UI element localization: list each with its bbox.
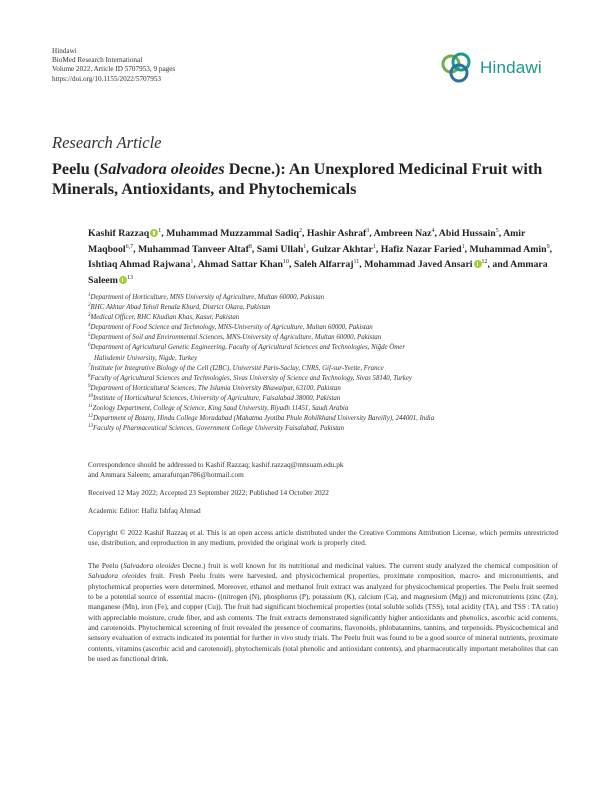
author-name: Mohammad Javed Ansari $^{12}$ (364, 259, 488, 271)
affiliation-continuation: Halisdemir University, Nigde, Turkey (94, 354, 198, 362)
author-name: Muhammad Tanveer Altaf$^8$ (137, 243, 252, 255)
author-name: Gulzar Akhtar$^1$ (311, 243, 376, 255)
correspondence-line-1: Correspondence should be addressed to Kashif Razzaq; kashif.razzaq@mnsuam.edu.pk (88, 460, 344, 469)
affiliation-item: $^{13}$Faculty of Pharmaceutical Sciences, Government College University Faisalabad, Pakistan (88, 424, 345, 433)
affiliation-item: $^{10}$Institute of Horticultural Sciences, University of Agriculture, Faisalabad 38000, Pakistan (88, 393, 341, 402)
orcid-icon[interactable] (119, 276, 127, 284)
affiliation-item: $^6$Department of Agricultural Genetic Engineering, Faculty of Agricultural Sciences and Technologies, Niğde Ömer (88, 343, 405, 352)
journal-info (52, 47, 175, 84)
publication-dates: Received 12 May 2022; Accepted 23 September 2022; Published 14 October 2022 (88, 488, 329, 497)
author-name: Kashif Razzaq $^1$ (88, 228, 162, 239)
correspondence-line-2: and Ammara Saleem; amarafurqan786@hotmail.com (88, 470, 244, 480)
affiliation-item: $^{11}$Zoology Department, College of Science, King Saud University, Riyadh 11451, Saudi Arabia (88, 404, 349, 413)
affiliation-item: $^2$RHC Akhtar Abad Tehsil Renala Khurd, District Okara, Pakistan (88, 303, 271, 312)
author-name: Amir Maqbool$^{6,7}$ (88, 228, 526, 255)
hindawi-logo[interactable] (440, 48, 552, 88)
article-type: Research Article (52, 133, 162, 152)
author-name: Abid Hussain$^5$ (438, 228, 499, 239)
hindawi-logo-icon (440, 51, 474, 85)
author-name: Hafiz Nazar Faried$^1$ (380, 243, 465, 255)
affiliation-item: $^7$Institute for Integrative Biology of the Cell (I2BC), Université Paris-Saclay, CNRS, Gif-sur-Yvette, France (88, 363, 384, 372)
author-name: Hashir Ashraf$^3$ (306, 228, 370, 239)
affiliation-item: $^5$Department of Soil and Environmental Sciences, MNS-University of Agriculture, Multan 60000, Pakistan (88, 333, 382, 342)
hindawi-logo-text: Hindawi (480, 58, 542, 77)
author-name: Muhammad Muzzammal Sadiq$^2$ (166, 228, 302, 239)
volume-line: Volume 2022, Article ID 5707953, 9 pages (52, 65, 176, 74)
author-name: Sami Ullah$^1$ (256, 243, 307, 255)
author-name: Ahmad Sattar Khan$^{10}$ (197, 259, 290, 271)
abstract: The Peelu (Salvadora oleoides Decne.) fruit is well known for its nutritional and medicinal values. The current study analyzed the chemical composition of Salvadora oleoides fruit. Fresh Peelu fruits were harvested, and physicochemical properties, proximate composition, macro- and micronutrients, and phytochemical properties were determined. Moreover, ethanol and methanol fruit extract was analyzed for physicochemical properties. The Peelu fruit seemed to be a potential source of essential macro- ((nitrogen (N), phosphorus (P), potassium (K), calcium (Ca), and magnesium (Mg)) and micronutrients (zinc (Zn), manganese (Mn), iron (Fe), and copper (Cu)). The fruit had significant biochemical properties (total soluble solids (TSS), total acidity (TA), and TSS : TA ratio) with appreciable moisture, crude fiber, and ash contents. The fruit extracts demonstrated significantly higher antioxidants and phenolics, ascorbic acid contents, and carotenoids. Phytochemical screening of fruit revealed the presence of coumarins, flavonoids, phlobatannins, tannins, and terpenoids. Physicochemical and sensory evaluation of extracts indicated its potential for further in vivo study trials. The Peelu fruit was found to be a good source of mineral nutrients, proximate contents, vitamins (ascorbic acid and carotenoid), phytochemicals (total phenolic and antioxidant contents), and pharmaceutically important metabolites that can be used as functional drink. (88, 561, 558, 664)
correspondence (88, 460, 558, 481)
doi-link[interactable]: https://doi.org/10.1155/2022/5707953 (52, 74, 162, 83)
academic-editor: Academic Editor: Hafiz Ishfaq Ahmad (88, 506, 201, 515)
orcid-icon[interactable] (474, 260, 482, 268)
affiliation-item: $^{12}$Department of Botany, Hindu College Moradabad (Mahatma Jyotiba Phule Rohilkhand University Bareilly), 244001, India (88, 414, 435, 423)
author-list: Kashif Razzaq $^1$, Muhammad Muzzammal Sadiq$^2$, Hashir Ashraf$^3$, Ambreen Naz$^4$, Abid Hussain$^5$, Amir Maqbool$^{6,7}$, Muhammad Tanveer Altaf$^8$, Sami Ullah$^1$, Gulzar Akhtar$^1$, Hafiz Nazar Faried$^1$, Muhammad Amin$^9$, Ishtiaq Ahmad Rajwana$^1$, Ahmad Sattar Khan$^{10}$, Saleh Alfarraj$^{11}$, Mohammad Javed Ansari $^{12}$, and Ammara Saleem $^{13}$ (88, 228, 553, 286)
affiliation-item: $^1$Department of Horticulture, MNS University of Agriculture, Multan 60000, Pakistan (88, 293, 325, 301)
affiliation-item: $^8$Faculty of Agricultural Sciences and Technologies, Sivas University of Science and Technology, Sivas 58140, Turkey (88, 373, 412, 382)
author-name: Ammara Saleem $^{13}$ (88, 259, 548, 286)
copyright-notice: Copyright © 2022 Kashif Razzaq et al. This is an open access article distributed under the Creative Commons Attribution License, which permits unrestricted use, distribution, and reproduction in any medium, provided the original work is properly cited. (88, 528, 558, 548)
affiliation-item: $^9$Department of Horticultural Sciences, The Islamia University Bhawalpur, 63100, Pakistan (88, 383, 341, 392)
author-name: Saleh Alfarraj$^{11}$ (293, 259, 360, 271)
affiliation-item: $^4$Department of Food Science and Technology, MNS-University of Agriculture, Multan 60000, Pakistan (88, 323, 373, 332)
affiliation-list (88, 293, 568, 434)
article-title: Peelu (Salvadora oleoides Decne.): An Unexplored Medicinal Fruit with Minerals, Antioxidants, and Phytochemicals (52, 160, 543, 198)
publisher-name: Hindawi (52, 47, 77, 55)
journal-name: BioMed Research International (52, 56, 143, 65)
author-name: Ambreen Naz$^4$ (373, 228, 435, 239)
author-name: Ishtiaq Ahmad Rajwana$^1$ (88, 259, 194, 271)
affiliation-item: $^3$Medical Officer, RHC Khudian Khas, Kasur, Pakistan (88, 313, 240, 322)
orcid-icon[interactable] (150, 229, 158, 237)
author-name: Muhammad Amin$^9$ (469, 243, 550, 255)
